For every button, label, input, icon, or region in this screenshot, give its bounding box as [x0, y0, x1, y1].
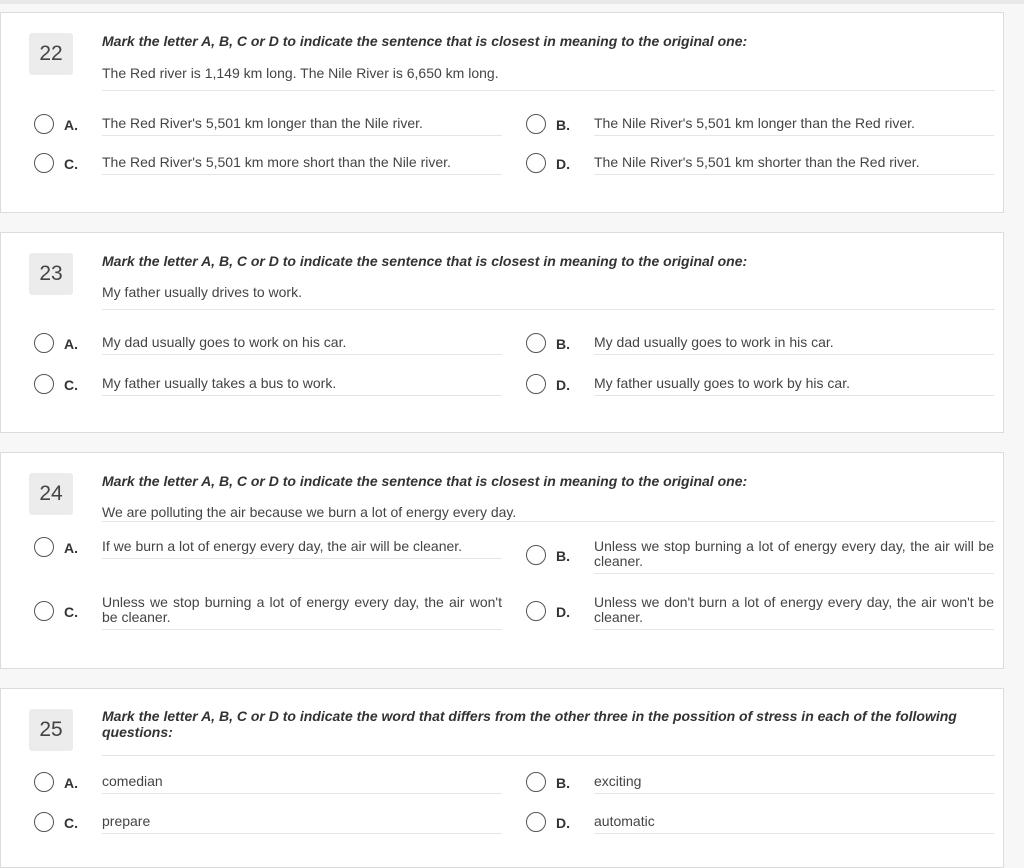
- option-text: My dad usually goes to work on his car.: [102, 335, 502, 355]
- radio-button-a[interactable]: [34, 333, 54, 353]
- radio-button-a[interactable]: [34, 114, 54, 134]
- radio-button-b[interactable]: [526, 772, 546, 792]
- option-text: The Nile River's 5,501 km longer than the Red river.: [594, 116, 994, 136]
- option-d[interactable]: [526, 153, 996, 193]
- option-text: My dad usually goes to work in his car.: [594, 335, 994, 355]
- radio-button-c[interactable]: [34, 374, 54, 394]
- option-a[interactable]: [34, 113, 504, 153]
- question-number: 23: [29, 253, 73, 295]
- option-letter: A.: [64, 336, 78, 352]
- option-b[interactable]: [526, 333, 996, 373]
- question-number: 25: [29, 709, 73, 751]
- radio-button-c[interactable]: [34, 153, 54, 173]
- option-text: prepare: [102, 814, 502, 834]
- radio-button-d[interactable]: [526, 374, 546, 394]
- option-text: The Red River's 5,501 km more short than the Nile river.: [102, 155, 502, 175]
- radio-button-d[interactable]: [526, 601, 546, 621]
- option-letter: A.: [64, 775, 78, 791]
- question-card-22: [0, 12, 1004, 213]
- option-letter: C.: [64, 815, 78, 831]
- radio-button-b[interactable]: [526, 545, 546, 565]
- question-text: We are polluting the air because we burn a lot of energy every day.: [102, 503, 995, 522]
- question-instruction: Mark the letter A, B, C or D to indicate the word that differs from the other three in the possition of stress in each of the following questions:: [102, 708, 957, 740]
- question-card-23: [0, 232, 1004, 433]
- option-c[interactable]: [34, 593, 504, 633]
- option-c[interactable]: [34, 373, 504, 413]
- option-letter: A.: [64, 540, 78, 556]
- question-divider: [102, 755, 995, 756]
- option-letter: B.: [556, 336, 570, 352]
- option-letter: D.: [556, 377, 570, 393]
- option-text: exciting: [594, 774, 994, 794]
- option-text: automatic: [594, 814, 994, 834]
- option-letter: A.: [64, 117, 78, 133]
- option-d[interactable]: [526, 811, 996, 851]
- radio-button-a[interactable]: [34, 772, 54, 792]
- option-b[interactable]: [526, 537, 996, 577]
- option-text: If we burn a lot of energy every day, the air will be cleaner.: [102, 539, 502, 559]
- radio-button-c[interactable]: [34, 601, 54, 621]
- option-a[interactable]: [34, 537, 504, 577]
- question-number: 24: [29, 473, 73, 515]
- option-letter: C.: [64, 604, 78, 620]
- question-card-25: [0, 688, 1004, 868]
- question-text: My father usually drives to work.: [102, 283, 995, 310]
- option-letter: B.: [556, 775, 570, 791]
- option-text: The Nile River's 5,501 km shorter than the Red river.: [594, 155, 994, 175]
- option-d[interactable]: [526, 373, 996, 413]
- option-c[interactable]: [34, 811, 504, 851]
- option-letter: B.: [556, 117, 570, 133]
- radio-button-d[interactable]: [526, 812, 546, 832]
- question-instruction: Mark the letter A, B, C or D to indicate the sentence that is closest in meaning to the original one:: [102, 473, 748, 489]
- option-b[interactable]: [526, 771, 996, 811]
- question-instruction: Mark the letter A, B, C or D to indicate the sentence that is closest in meaning to the original one:: [102, 33, 748, 49]
- radio-button-b[interactable]: [526, 114, 546, 134]
- option-text: My father usually goes to work by his car.: [594, 376, 994, 396]
- option-letter: C.: [64, 156, 78, 172]
- option-letter: D.: [556, 815, 570, 831]
- question-text: The Red river is 1,149 km long. The Nile River is 6,650 km long.: [102, 64, 995, 91]
- option-text: Unless we stop burning a lot of energy every day, the air won't be cleaner.: [102, 595, 502, 630]
- option-b[interactable]: [526, 113, 996, 153]
- option-a[interactable]: [34, 333, 504, 373]
- radio-button-d[interactable]: [526, 153, 546, 173]
- radio-button-b[interactable]: [526, 333, 546, 353]
- option-c[interactable]: [34, 153, 504, 193]
- option-text: Unless we don't burn a lot of energy every day, the air won't be cleaner.: [594, 595, 994, 630]
- option-d[interactable]: [526, 593, 996, 633]
- option-letter: D.: [556, 604, 570, 620]
- option-text: Unless we stop burning a lot of energy every day, the air will be cleaner.: [594, 539, 994, 574]
- question-number: 22: [29, 33, 73, 75]
- option-text: My father usually takes a bus to work.: [102, 376, 502, 396]
- radio-button-a[interactable]: [34, 537, 54, 557]
- option-a[interactable]: [34, 771, 504, 811]
- top-divider: [0, 0, 1024, 4]
- question-instruction: Mark the letter A, B, C or D to indicate the sentence that is closest in meaning to the original one:: [102, 253, 748, 269]
- option-letter: D.: [556, 156, 570, 172]
- option-letter: B.: [556, 548, 570, 564]
- radio-button-c[interactable]: [34, 812, 54, 832]
- option-text: The Red River's 5,501 km longer than the Nile river.: [102, 116, 502, 136]
- option-letter: C.: [64, 377, 78, 393]
- option-text: comedian: [102, 774, 502, 794]
- question-card-24: [0, 452, 1004, 669]
